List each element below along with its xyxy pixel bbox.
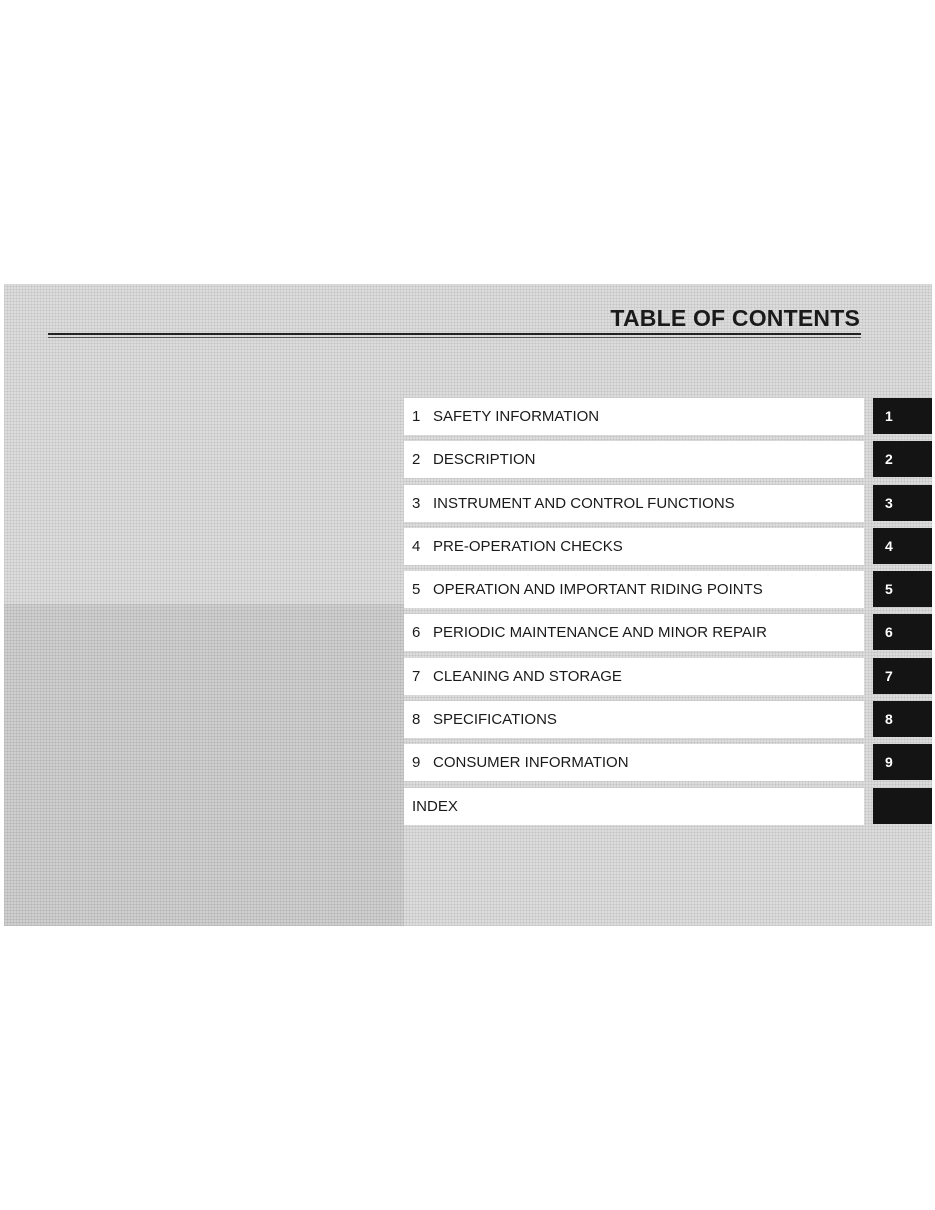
toc-entry-pre-operation-checks[interactable]	[404, 528, 864, 565]
toc-entry-label: PERIODIC MAINTENANCE AND MINOR REPAIR	[433, 624, 767, 642]
toc-row-1	[404, 398, 932, 441]
toc-row-2	[404, 441, 932, 484]
toc-row-8	[404, 701, 932, 744]
title-rule	[48, 333, 861, 338]
toc-entry-number: 4	[412, 537, 421, 555]
chapter-tab-1[interactable]: 1	[873, 398, 932, 434]
toc-entry-number: 1	[412, 408, 421, 425]
toc-entry-label: SPECIFICATIONS	[433, 711, 557, 729]
page-title: TABLE OF CONTENTS	[610, 305, 860, 331]
toc-entry-specifications[interactable]	[404, 701, 864, 738]
toc-entry-label: CLEANING AND STORAGE	[433, 667, 622, 685]
toc-row-3	[404, 485, 932, 528]
toc-entry-number: 6	[412, 624, 421, 642]
chapter-tab-4[interactable]: 4	[873, 528, 932, 564]
toc-entry-label: OPERATION AND IMPORTANT RIDING POINTS	[433, 581, 763, 599]
toc-entry-number: 8	[412, 711, 421, 729]
chapter-tab-8[interactable]: 8	[873, 701, 932, 737]
toc-row-9	[404, 744, 932, 787]
chapter-tab-index[interactable]	[873, 788, 932, 824]
chapter-tab-2[interactable]: 2	[873, 441, 932, 477]
toc-list	[404, 398, 932, 831]
chapter-tab-7[interactable]: 7	[873, 658, 932, 694]
toc-entry-number: 9	[412, 754, 421, 772]
toc-entry-index[interactable]	[404, 788, 864, 825]
toc-entry-operation-and-important-riding-points[interactable]	[404, 571, 864, 608]
toc-entry-number: 5	[412, 581, 421, 599]
toc-row-6	[404, 614, 932, 657]
toc-entry-cleaning-and-storage[interactable]	[404, 658, 864, 695]
toc-entry-label: SAFETY INFORMATION	[433, 408, 600, 425]
toc-entry-consumer-information[interactable]	[404, 744, 864, 781]
toc-row-4	[404, 528, 932, 571]
chapter-tab-3[interactable]: 3	[873, 485, 932, 521]
chapter-tab-6[interactable]: 6	[873, 614, 932, 650]
toc-entry-label: CONSUMER INFORMATION	[433, 754, 629, 772]
toc-entry-number: 2	[412, 451, 421, 469]
toc-row-5	[404, 571, 932, 614]
toc-entry-number: 7	[412, 667, 421, 685]
toc-row-7	[404, 658, 932, 701]
chapter-tab-9[interactable]: 9	[873, 744, 932, 780]
toc-entry-label: PRE-OPERATION CHECKS	[433, 537, 623, 555]
toc-entry-label: DESCRIPTION	[433, 451, 536, 469]
toc-row-index	[404, 788, 932, 831]
chapter-tab-5[interactable]: 5	[873, 571, 932, 607]
toc-entry-number: 3	[412, 494, 421, 512]
toc-entry-description[interactable]	[404, 441, 864, 478]
toc-entry-safety-information[interactable]	[404, 398, 864, 435]
toc-entry-label: INDEX	[412, 797, 458, 815]
toc-panel-shade	[4, 604, 404, 926]
toc-entry-label: INSTRUMENT AND CONTROL FUNCTIONS	[433, 494, 735, 512]
toc-entry-periodic-maintenance-and-minor-repair[interactable]	[404, 614, 864, 651]
toc-entry-instrument-and-control-functions[interactable]	[404, 485, 864, 522]
